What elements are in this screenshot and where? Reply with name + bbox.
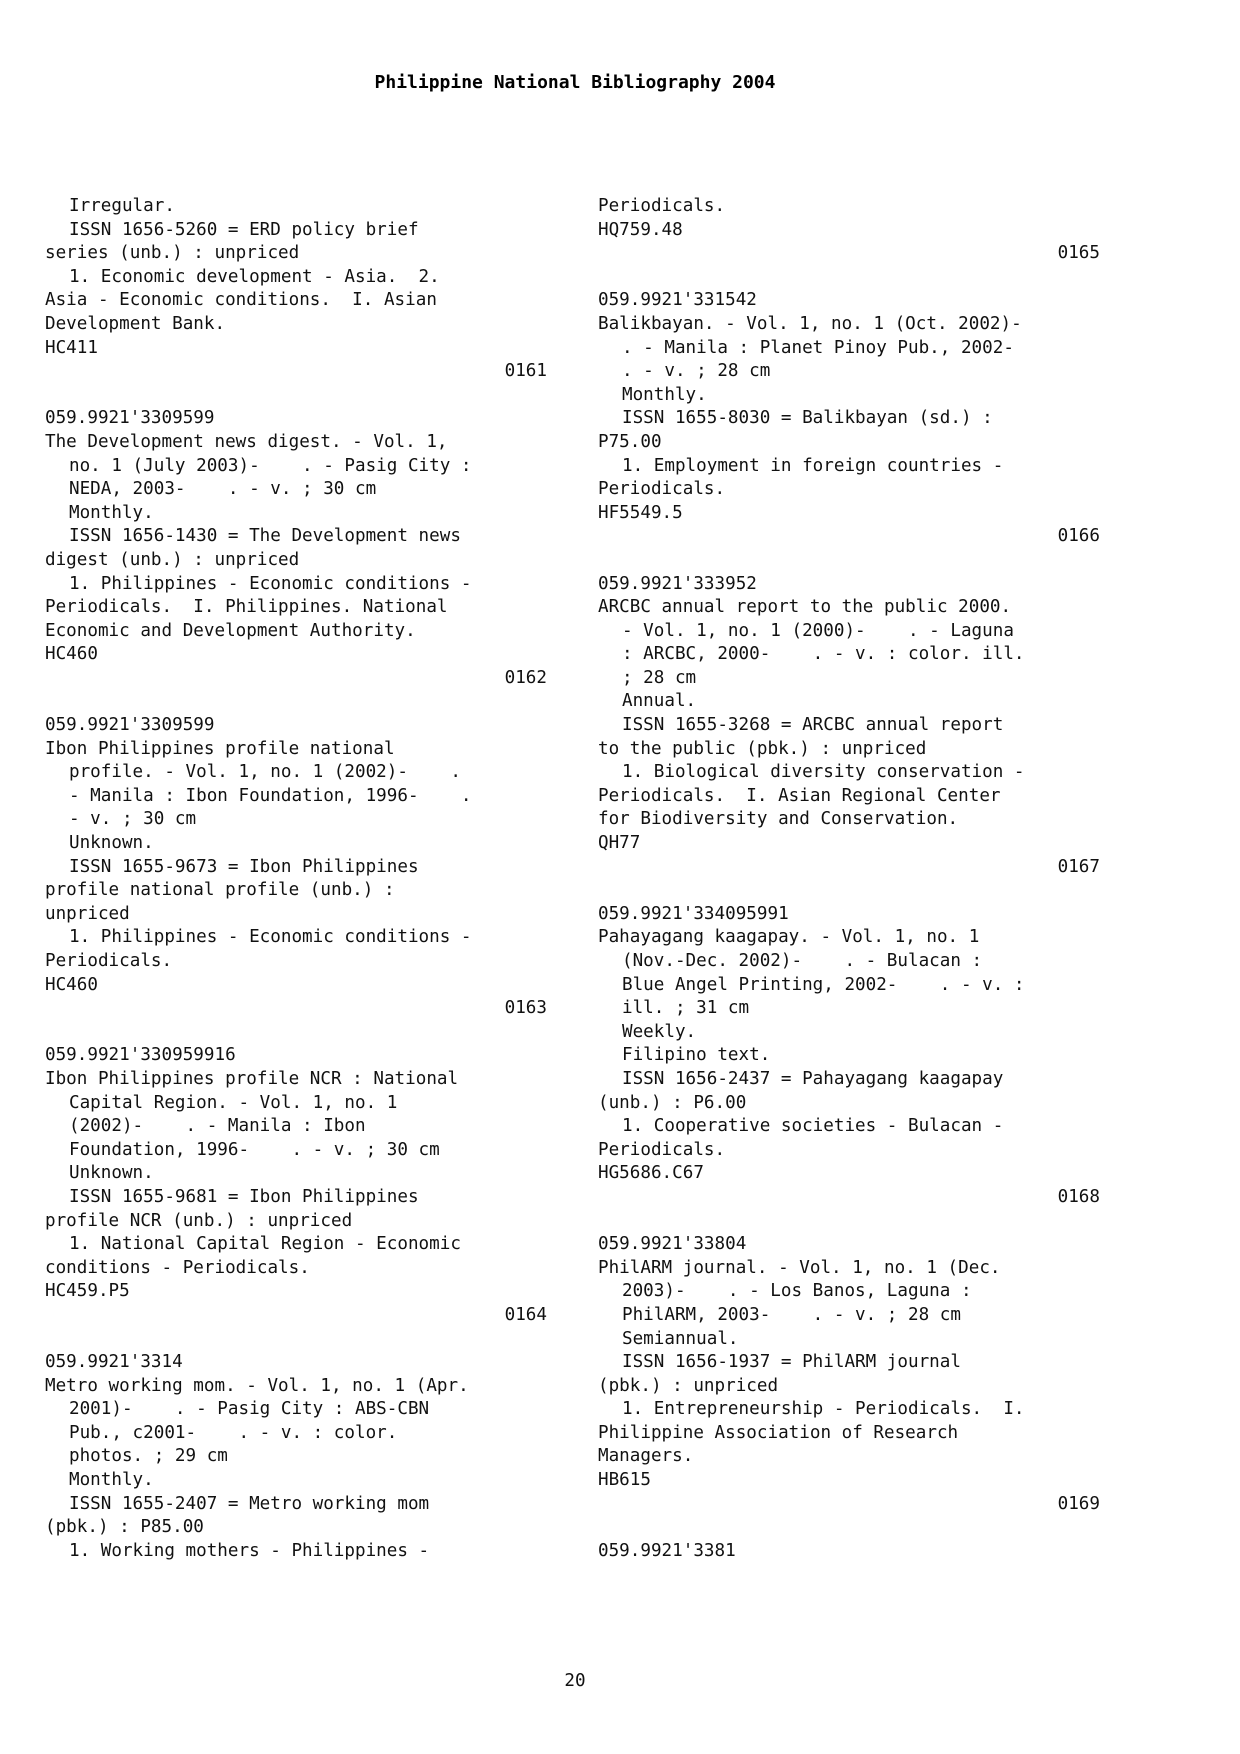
entry-number: 0168 <box>1057 1186 1100 1207</box>
text-line: 1. Working mothers - Philippines - <box>69 1540 430 1561</box>
text-line: (Nov.-Dec. 2002)- . - Bulacan : <box>622 951 983 971</box>
text-line: Blue Angel Printing, 2002- . - v. : <box>622 974 1025 995</box>
text-line: Metro working mom. - Vol. 1, no. 1 (Apr. <box>45 1375 469 1396</box>
text-line: for Biodiversity and Conservation. <box>598 809 959 830</box>
text-line: (unb.) : P6.00 <box>598 1092 747 1113</box>
text-line: 1. Employment in foreign countries - <box>622 455 1004 476</box>
text-line: ; 28 cm <box>622 667 697 688</box>
text-line: 059.9921'3381 <box>598 1540 736 1561</box>
text-line <box>598 1210 1118 1234</box>
entry-number: 0165 <box>1057 243 1100 264</box>
entry-number: 0169 <box>1057 1493 1100 1514</box>
text-line: - v. ; 30 cm <box>69 809 197 830</box>
text-line: Periodicals. <box>598 1139 726 1160</box>
text-line <box>45 1021 565 1045</box>
text-line: : ARCBC, 2000- . - v. : color. ill. <box>622 644 1025 665</box>
text-line: Filipino text. <box>622 1045 771 1066</box>
entry-number: 0166 <box>1057 526 1100 547</box>
text-line: HB615 <box>598 1470 651 1491</box>
text-line: Periodicals. <box>598 479 726 500</box>
text-line: unpriced <box>45 903 130 924</box>
entry-number: 0163 <box>504 998 547 1019</box>
text-line: (pbk.) : P85.00 <box>45 1517 204 1538</box>
text-line: 1. Entrepreneurship - Periodicals. I. <box>622 1399 1025 1420</box>
text-line: 059.9921'331542 <box>598 290 757 311</box>
text-line: profile NCR (unb.) : unpriced <box>45 1210 353 1231</box>
text-line: 1. Biological diversity conservation - <box>622 762 1025 783</box>
text-line: 059.9921'3309599 <box>45 715 215 736</box>
text-line: HG5686.C67 <box>598 1163 704 1184</box>
text-line: Periodicals. I. Asian Regional Center <box>598 785 1001 806</box>
text-line: NEDA, 2003- . - v. ; 30 cm <box>69 479 377 500</box>
text-line: Ibon Philippines profile national <box>45 738 395 759</box>
text-line: Ibon Philippines profile NCR : National <box>45 1068 459 1089</box>
text-line: 2003)- . - Los Banos, Laguna : <box>622 1281 972 1302</box>
text-line: Unknown. <box>69 1163 154 1184</box>
text-line: profile national profile (unb.) : <box>45 880 395 901</box>
text-line: no. 1 (July 2003)- . - Pasig City : <box>69 455 472 476</box>
text-line: photos. ; 29 cm <box>69 1446 228 1467</box>
text-line <box>45 690 565 714</box>
text-line: Monthly. <box>622 384 707 405</box>
text-line: ISSN 1655-9673 = Ibon Philippines <box>69 856 419 877</box>
text-line: (pbk.) : unpriced <box>598 1375 779 1396</box>
text-line <box>598 879 1118 903</box>
text-line: Periodicals. <box>598 196 726 216</box>
text-line: Balikbayan. - Vol. 1, no. 1 (Oct. 2002)- <box>598 313 1022 334</box>
text-line: ISSN 1655-9681 = Ibon Philippines <box>69 1186 419 1207</box>
text-line: Foundation, 1996- . - v. ; 30 cm <box>69 1139 440 1160</box>
text-line: 1. Philippines - Economic conditions - <box>69 927 472 948</box>
text-line: 059.9921'3309599 <box>45 408 215 429</box>
text-line: Development Bank. <box>45 313 226 334</box>
text-line: HC459.P5 <box>45 1281 130 1302</box>
text-line: . - v. ; 28 cm <box>622 361 771 382</box>
text-line: ISSN 1655-8030 = Balikbayan (sd.) : <box>622 408 993 429</box>
text-line: Capital Region. - Vol. 1, no. 1 <box>69 1092 398 1113</box>
text-line: 1. Economic development - Asia. 2. <box>69 266 440 287</box>
text-line: 059.9921'33804 <box>598 1234 747 1255</box>
text-line <box>598 266 1118 290</box>
text-line: 1. Philippines - Economic conditions - <box>69 573 472 594</box>
text-line: Periodicals. <box>45 951 173 971</box>
text-line: HF5549.5 <box>598 502 683 523</box>
entry-number: 0164 <box>504 1304 547 1325</box>
text-line: 059.9921'334095991 <box>598 903 789 924</box>
text-line: ISSN 1656-1430 = The Development news <box>69 526 461 547</box>
text-line: ISSN 1655-3268 = ARCBC annual report <box>622 715 1004 736</box>
entry-number: 0161 <box>504 361 547 382</box>
text-line: PhilARM journal. - Vol. 1, no. 1 (Dec. <box>598 1257 1001 1278</box>
text-line: to the public (pbk.) : unpriced <box>598 738 927 759</box>
text-line: 2001)- . - Pasig City : ABS-CBN <box>69 1399 430 1420</box>
text-line: The Development news digest. - Vol. 1, <box>45 431 448 452</box>
text-line: ill. ; 31 cm <box>622 998 750 1019</box>
text-line: Monthly. <box>69 502 154 523</box>
text-line: ISSN 1655-2407 = Metro working mom <box>69 1493 430 1514</box>
text-line: HC411 <box>45 337 98 358</box>
left-column <box>45 195 565 1563</box>
text-line <box>45 1328 565 1352</box>
text-line: Irregular. <box>69 196 175 216</box>
text-line: Pub., c2001- . - v. : color. <box>69 1422 398 1443</box>
text-line: Weekly. <box>622 1021 697 1042</box>
text-line: Unknown. <box>69 833 154 854</box>
text-line: 059.9921'333952 <box>598 573 757 594</box>
entry-number: 0162 <box>504 667 547 688</box>
text-line: conditions - Periodicals. <box>45 1257 310 1278</box>
text-line: Periodicals. I. Philippines. National <box>45 597 448 618</box>
entry-number: 0167 <box>1057 856 1100 877</box>
text-line: Monthly. <box>69 1470 154 1491</box>
text-line <box>45 384 565 408</box>
text-line: (2002)- . - Manila : Ibon <box>69 1116 366 1137</box>
text-line: series (unb.) : unpriced <box>45 243 300 264</box>
text-line: HC460 <box>45 974 98 995</box>
text-line: - Manila : Ibon Foundation, 1996- . <box>69 785 472 806</box>
text-line: Economic and Development Authority. <box>45 620 416 641</box>
text-line: digest (unb.) : unpriced <box>45 549 300 570</box>
page-number: 20 <box>564 1671 586 1691</box>
text-line: QH77 <box>598 833 641 854</box>
right-column <box>598 195 1118 1563</box>
text-line: ISSN 1656-1937 = PhilARM journal <box>622 1352 961 1373</box>
text-line: Semiannual. <box>622 1328 739 1349</box>
text-line: profile. - Vol. 1, no. 1 (2002)- . <box>69 762 461 783</box>
text-line: PhilARM, 2003- . - v. ; 28 cm <box>622 1304 961 1325</box>
text-line: Pahayagang kaagapay. - Vol. 1, no. 1 <box>598 927 980 948</box>
text-line: Philippine Association of Research <box>598 1422 959 1443</box>
text-line: 059.9921'330959916 <box>45 1045 236 1066</box>
text-line: - Vol. 1, no. 1 (2000)- . - Laguna <box>622 620 1014 641</box>
text-line: ARCBC annual report to the public 2000. <box>598 597 1012 618</box>
text-line: . - Manila : Planet Pinoy Pub., 2002- <box>622 337 1014 358</box>
text-line <box>598 1516 1118 1540</box>
text-line: ISSN 1656-5260 = ERD policy brief <box>69 219 419 240</box>
text-line: ISSN 1656-2437 = Pahayagang kaagapay <box>622 1068 1004 1089</box>
text-line: Asia - Economic conditions. I. Asian <box>45 290 437 311</box>
text-line: 059.9921'3314 <box>45 1352 183 1373</box>
text-line: 1. National Capital Region - Economic <box>69 1234 461 1255</box>
page-title: Philippine National Bibliography 2004 <box>374 72 776 93</box>
text-line: Annual. <box>622 691 697 712</box>
text-line <box>598 549 1118 573</box>
text-line: 1. Cooperative societies - Bulacan - <box>622 1116 1004 1137</box>
text-line: HC460 <box>45 644 98 665</box>
text-line: P75.00 <box>598 431 662 452</box>
text-line: HQ759.48 <box>598 219 683 240</box>
text-line: Managers. <box>598 1446 694 1467</box>
